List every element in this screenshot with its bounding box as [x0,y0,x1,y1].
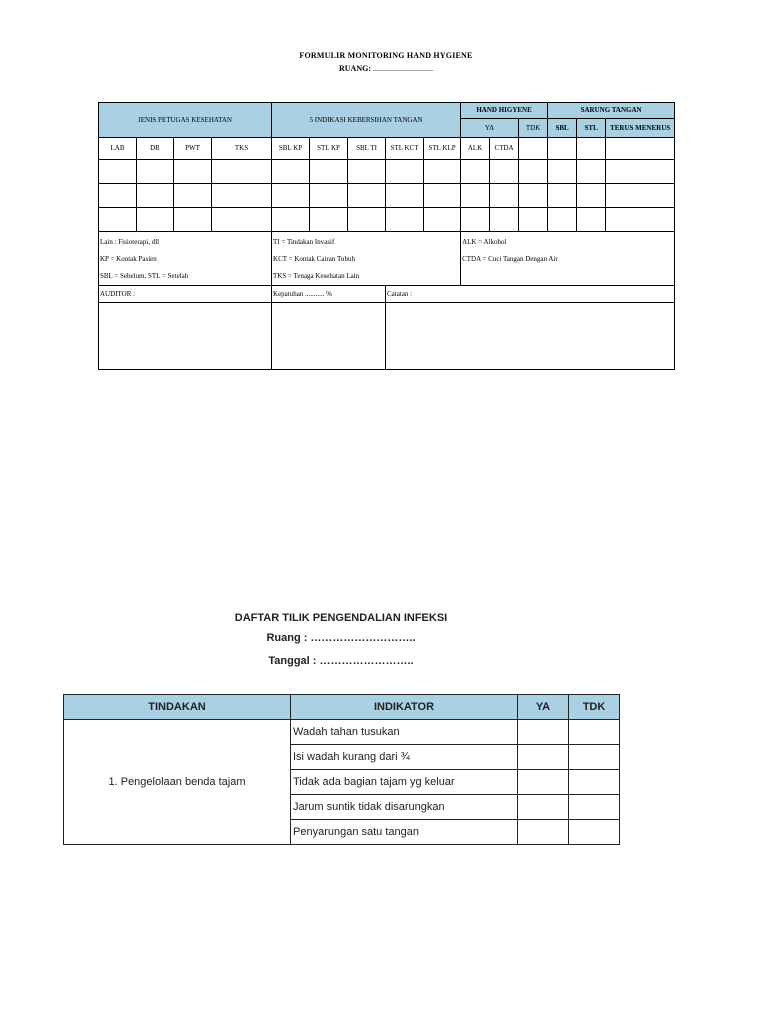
table-cell[interactable] [490,184,519,208]
subheader-stl-klp: STL KLP [424,138,461,160]
table-cell[interactable] [548,184,577,208]
table-cell[interactable] [272,184,310,208]
table-cell[interactable] [577,184,606,208]
table-cell[interactable] [424,208,461,232]
table-cell[interactable] [99,208,137,232]
table-cell[interactable] [548,138,577,160]
indikator-cell: Wadah tahan tusukan [291,720,518,745]
indikator-cell: Penyarungan satu tangan [291,820,518,845]
table-cell[interactable] [461,208,490,232]
ya-cell[interactable] [518,770,569,795]
tdk-cell[interactable] [569,820,620,845]
table-cell[interactable] [212,184,272,208]
table-row [99,208,675,232]
legend-line: KP = Kontak Pasien [100,255,157,263]
table-cell[interactable] [519,138,548,160]
form1-ruang-value: .............................. [373,64,433,73]
table-cell[interactable] [348,160,386,184]
header-sarung-tangan: SARUNG TANGAN [548,103,675,119]
ya-cell[interactable] [518,745,569,770]
subheader-sbl-kp: SBL KP [272,138,310,160]
subheader-lab: LAB [99,138,137,160]
header-tindakan: TINDAKAN [64,695,291,720]
header-sbl: SBL [548,119,577,138]
table-cell[interactable] [606,160,675,184]
subheader-stl-kct: STL KCT [386,138,424,160]
table-cell[interactable] [461,184,490,208]
subheader-pwt: PWT [174,138,212,160]
subheader-ctda: CTDA [490,138,519,160]
table-cell[interactable] [137,160,174,184]
subheader-dr: DR [137,138,174,160]
form1-title: FORMULIR MONITORING HAND HYGIENE [299,51,473,60]
tdk-cell[interactable] [569,795,620,820]
table-cell[interactable] [99,160,137,184]
table-cell[interactable] [310,184,348,208]
infection-control-checklist-table [63,694,620,845]
legend-line: KCT = Kontak Cairan Tubuh [273,255,356,263]
legend-line: Lain : Fisioterapi, dll [100,238,160,246]
tindakan-cell: 1. Pengelolaan benda tajam [64,720,291,845]
table-cell[interactable] [212,160,272,184]
kepatuhan-label: Kepatuhan ........... % [272,286,386,303]
catatan-field[interactable] [386,303,675,370]
table-cell[interactable] [577,160,606,184]
legend-notes-2 [272,232,461,286]
table-cell[interactable] [174,184,212,208]
table-cell[interactable] [348,208,386,232]
header-hand-hygiene: HAND HIGYENE [461,103,548,119]
form1-ruang-label: RUANG: [339,64,371,73]
header-jenis-petugas: JENIS PETUGAS KESEHATAN [99,103,272,138]
table-cell[interactable] [490,208,519,232]
header-tdk: TDK [519,119,548,138]
indikator-cell: Tidak ada bagian tajam yg keluar [291,770,518,795]
table-row [64,720,620,745]
indikator-cell: Isi wadah kurang dari ¾ [291,745,518,770]
table-cell[interactable] [310,208,348,232]
table-cell[interactable] [519,184,548,208]
hand-hygiene-monitoring-table [98,102,675,370]
table-cell[interactable] [348,184,386,208]
subheader-alk: ALK [461,138,490,160]
form2-title: DAFTAR TILIK PENGENDALIAN INFEKSI [234,612,448,624]
table-cell[interactable] [606,208,675,232]
form1-ruang [0,64,768,73]
table-cell[interactable] [461,160,490,184]
table-cell[interactable] [174,160,212,184]
table-cell[interactable] [519,208,548,232]
subheader-stl-kp: STL KP [310,138,348,160]
ya-cell[interactable] [518,795,569,820]
header-tdk: TDK [569,695,620,720]
table-row [99,184,675,208]
form2-tanggal: Tanggal : …………………….. [268,655,414,667]
kepatuhan-field[interactable] [272,303,386,370]
legend-line: SBL = Sebelum, STL = Setelah [100,272,189,280]
tdk-cell[interactable] [569,720,620,745]
header-stl: STL [577,119,606,138]
table-cell[interactable] [99,184,137,208]
table-cell[interactable] [386,184,424,208]
legend-line: TI = Tindakan Invasif [273,238,335,246]
form2-ruang: Ruang : ……………………….. [266,632,416,644]
table-cell[interactable] [490,160,519,184]
table-cell[interactable] [272,208,310,232]
table-cell[interactable] [386,160,424,184]
table-cell[interactable] [577,138,606,160]
table-cell[interactable] [606,138,675,160]
ya-cell[interactable] [518,720,569,745]
subheader-sbl-ti: SBL TI [348,138,386,160]
catatan-label: Catatan : [386,286,675,303]
ya-cell[interactable] [518,820,569,845]
table-cell[interactable] [310,160,348,184]
auditor-label: AUDITOR : [99,286,272,303]
table-row [99,160,675,184]
header-indikasi: 5 INDIKASI KEBERSIHAN TANGAN [272,103,461,138]
table-cell[interactable] [174,208,212,232]
table-cell[interactable] [519,160,548,184]
tdk-cell[interactable] [569,745,620,770]
table-cell[interactable] [577,208,606,232]
table-cell[interactable] [548,208,577,232]
legend-notes-1 [99,232,272,286]
indikator-cell: Jarum suntik tidak disarungkan [291,795,518,820]
legend-notes-3 [461,232,675,286]
header-indikator: INDIKATOR [291,695,518,720]
table-cell[interactable] [386,208,424,232]
auditor-field[interactable] [99,303,272,370]
table-cell[interactable] [424,160,461,184]
table-cell[interactable] [606,184,675,208]
table-cell[interactable] [212,208,272,232]
table-cell[interactable] [548,160,577,184]
legend-line: ALK = Alkohol [462,238,507,246]
tdk-cell[interactable] [569,770,620,795]
header-ya: YA [518,695,569,720]
legend-line: CTDA = Cuci Tangan Dengan Air [462,255,558,263]
table-cell[interactable] [272,160,310,184]
table-cell[interactable] [137,208,174,232]
legend-line: TKS = Tenaga Kesehatan Lain [273,272,360,280]
header-ya: YA [461,119,519,138]
table-cell[interactable] [424,184,461,208]
header-terus-menerus: TERUS MENERUS [606,119,675,138]
subheader-tks: TKS [212,138,272,160]
table-cell[interactable] [137,184,174,208]
